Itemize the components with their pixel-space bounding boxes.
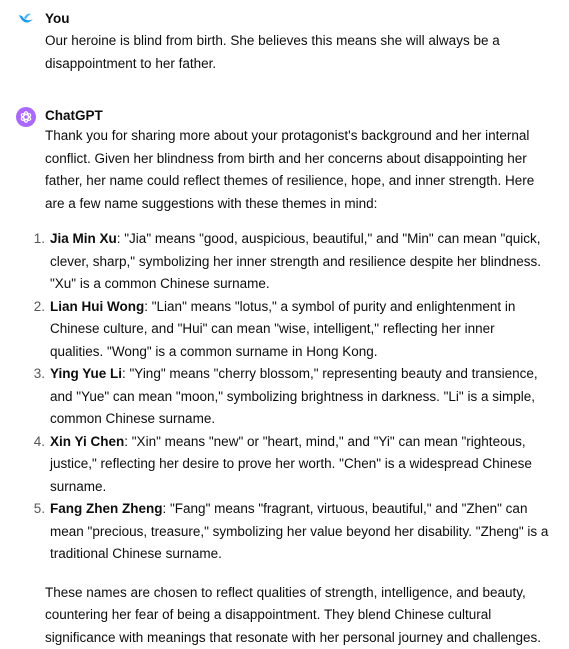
list-item: 3. Ying Yue Li: "Ying" means "cherry blossom," representing beauty and transience, and "Yue" can mean "moon," symbolizing brightness in darkness. "Li" is a simple, common Chinese surname. bbox=[29, 363, 550, 431]
user-avatar-icon bbox=[16, 10, 36, 30]
assistant-closing: These names are chosen to reflect qualities of strength, intelligence, and beauty, countering her fear of being a disappointment. They blend Chinese cultural significance with meanings that resonate with her personal journey and challenges. bbox=[45, 582, 550, 649]
assistant-message-text bbox=[45, 125, 550, 649]
list-item: 1. Jia Min Xu: "Jia" means "good, auspicious, beautiful," and "Min" can mean "quick, clever, sharp," symbolizing her inner strength and resilience despite her blindness. "Xu" is a common Chinese surname. bbox=[29, 228, 550, 296]
suggested-name: Jia Min Xu bbox=[50, 231, 117, 246]
suggested-name: Ying Yue Li bbox=[50, 366, 122, 381]
assistant-intro: Thank you for sharing more about your protagonist's background and her internal conflict. Given her blindness from birth and her concerns about disappointing her father, her name could reflect themes of resilience, hope, and inner strength. Here are a few name suggestions with these themes in mind: bbox=[45, 125, 550, 215]
suggested-name: Fang Zhen Zheng bbox=[50, 501, 163, 516]
list-item: 4. Xin Yi Chen: "Xin" means "new" or "heart, mind," and "Yi" can mean "righteous, justice," reflecting her desire to prove her worth. "Chen" is a widespread Chinese surname. bbox=[29, 431, 550, 499]
list-item: 5. Fang Zhen Zheng: "Fang" means "fragrant, virtuous, beautiful," and "Zhen" can mean "precious, treasure," symbolizing her value beyond her disability. "Zheng" is a traditional Chinese surname. bbox=[29, 498, 550, 566]
assistant-author: ChatGPT bbox=[45, 107, 103, 125]
user-message-text: Our heroine is blind from birth. She believes this means she will always be a disappointment to her father. bbox=[45, 30, 550, 75]
list-item: 2. Lian Hui Wong: "Lian" means "lotus," a symbol of purity and enlightenment in Chinese culture, and "Hui" can mean "wise, intelligent," reflecting her inner qualities. "Wong" is a common surname in Hong Kong. bbox=[29, 296, 550, 364]
suggested-name: Xin Yi Chen bbox=[50, 434, 124, 449]
suggested-name: Lian Hui Wong bbox=[50, 299, 144, 314]
openai-logo-icon bbox=[16, 107, 36, 127]
name-suggestions-list bbox=[29, 228, 550, 566]
user-author: You bbox=[45, 10, 70, 28]
